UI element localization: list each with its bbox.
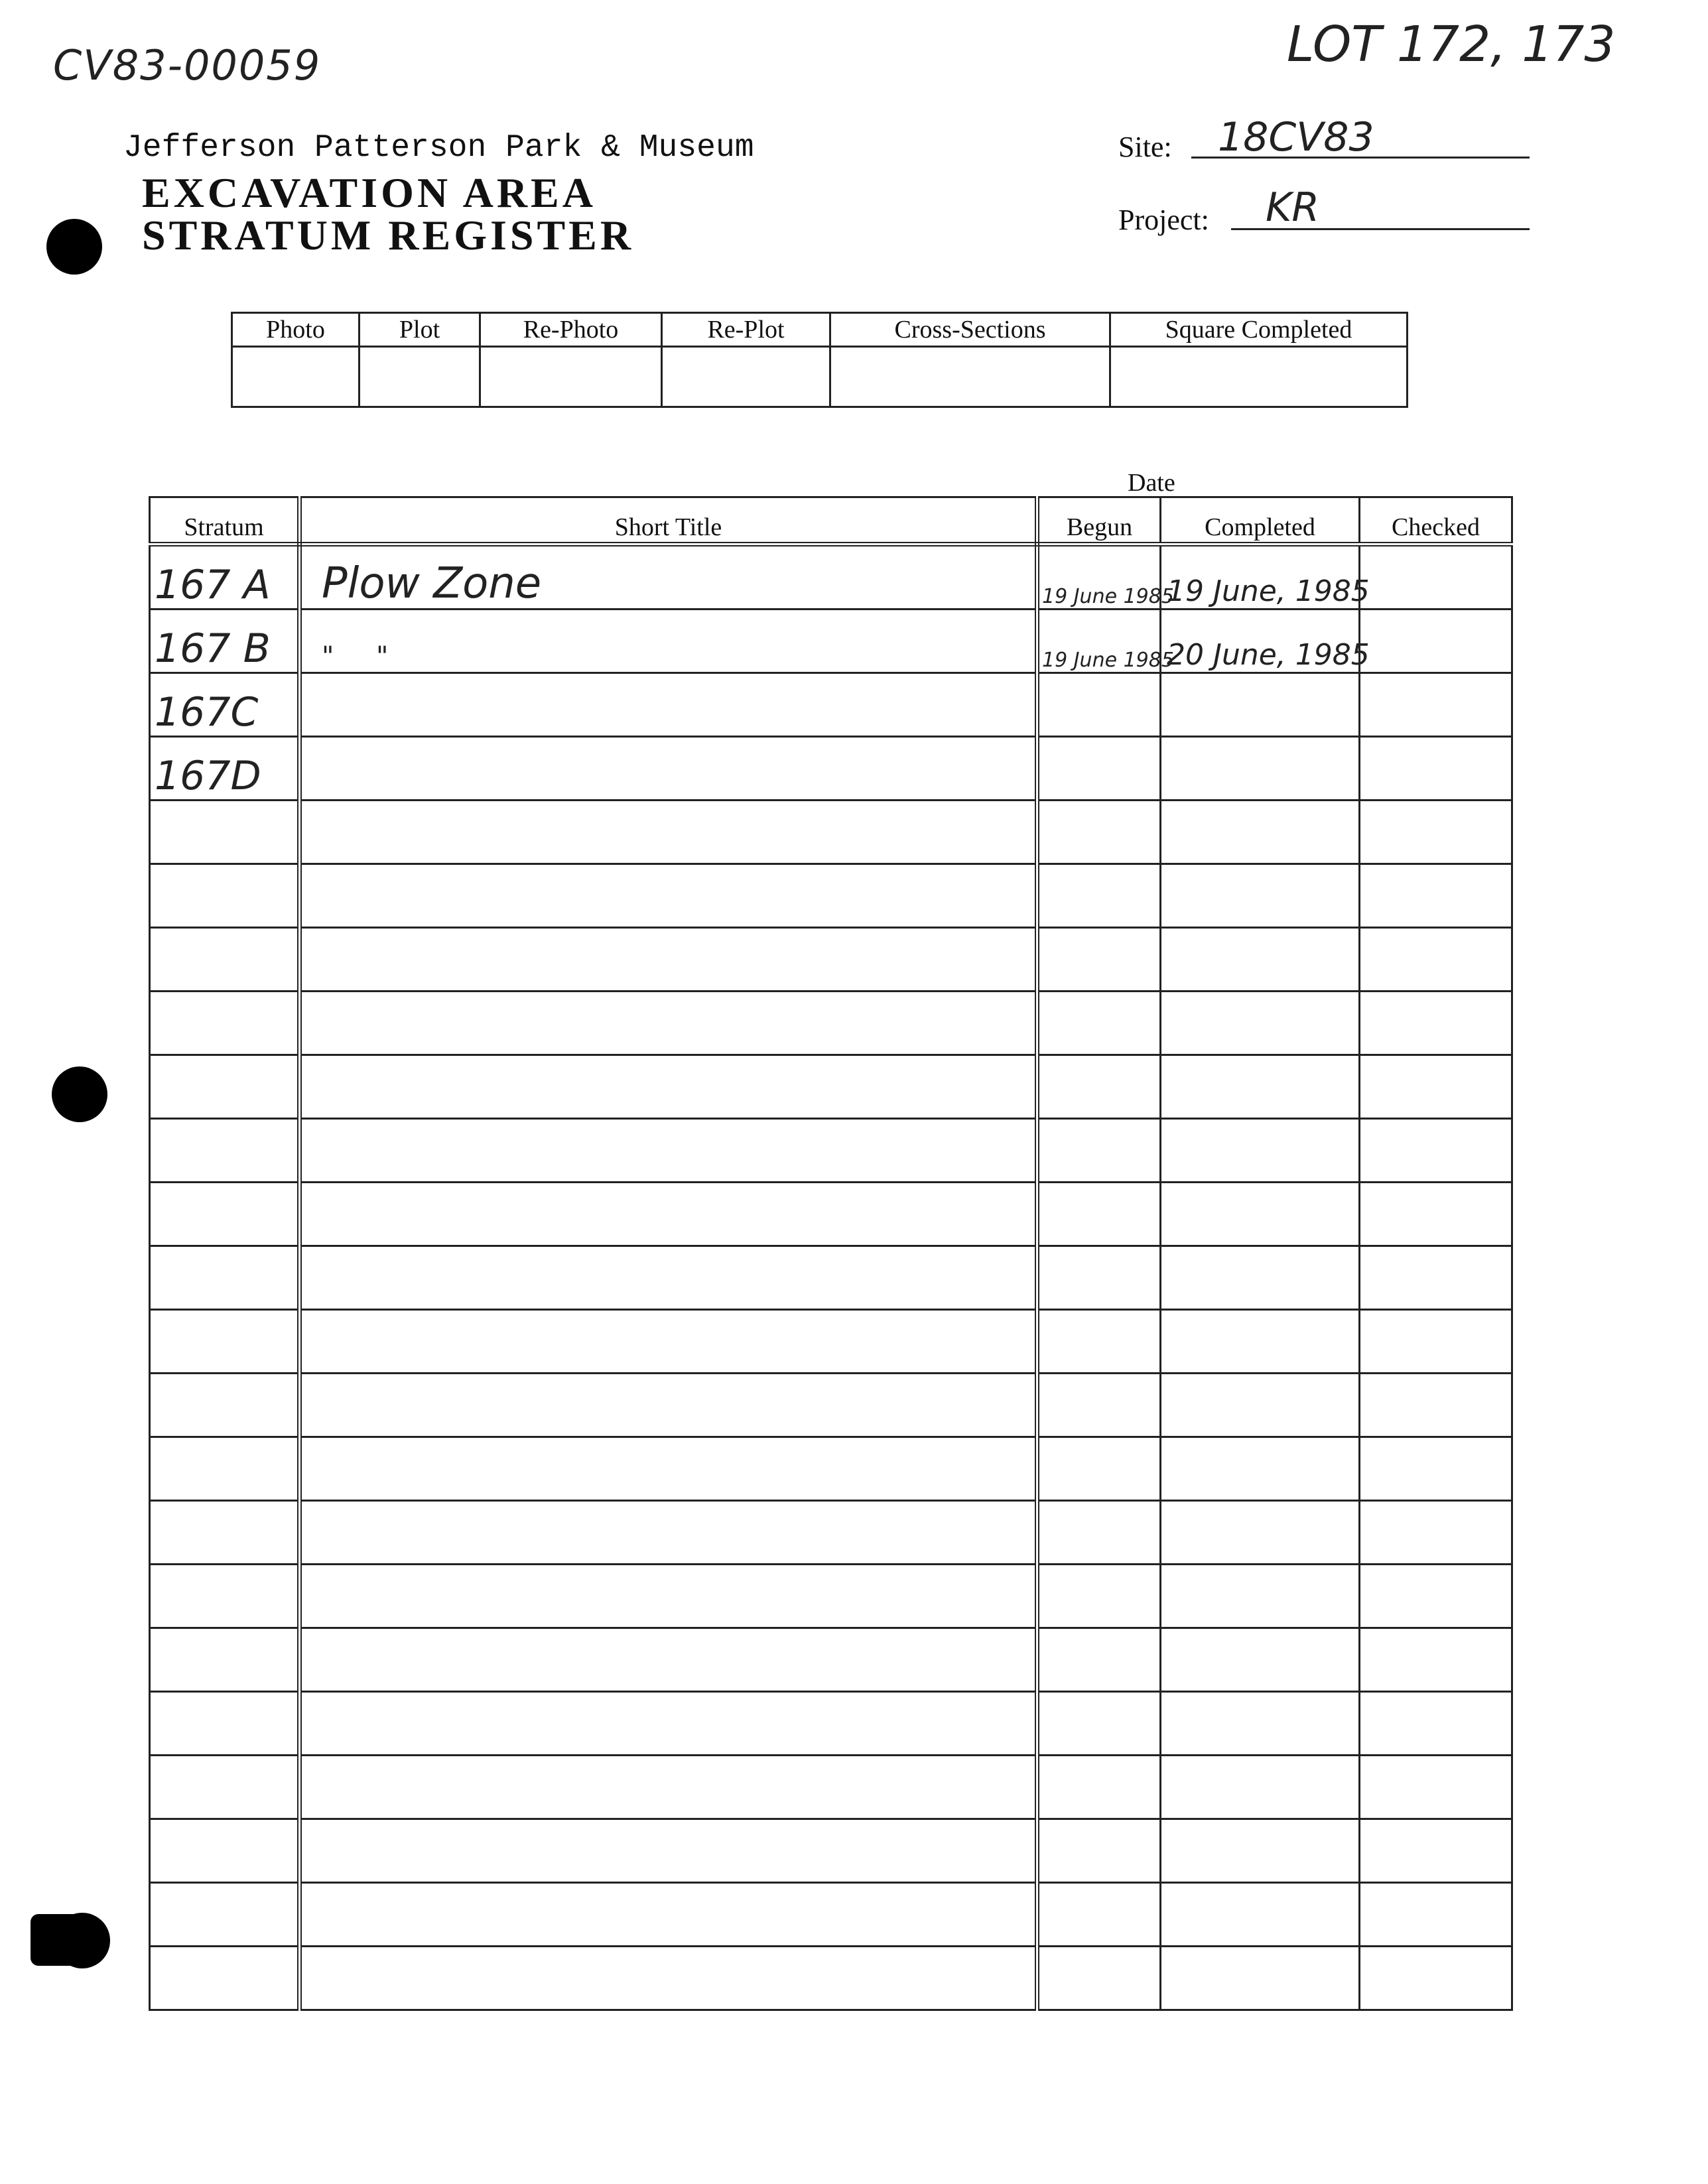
table-row <box>150 673 1512 737</box>
short-title-cell[interactable] <box>300 1183 1037 1246</box>
completed-date-cell[interactable] <box>1161 1437 1360 1501</box>
table-row <box>150 1628 1512 1692</box>
table-row <box>150 1246 1512 1310</box>
stratum-cell[interactable] <box>150 1055 300 1119</box>
completed-date-cell[interactable] <box>1161 1310 1360 1374</box>
stratum-cell[interactable]: 167D <box>150 737 300 801</box>
checked-cell[interactable] <box>1360 1501 1512 1565</box>
column-header-checked: Checked <box>1360 497 1512 545</box>
completed-date-cell[interactable] <box>1161 801 1360 864</box>
stratum-cell[interactable] <box>150 1628 300 1692</box>
table-row <box>150 1947 1512 2010</box>
status-cell-cross-sections[interactable] <box>830 347 1110 407</box>
stratum-cell[interactable] <box>150 992 300 1055</box>
completed-date-cell[interactable] <box>1161 992 1360 1055</box>
status-header-re-photo: Re-Photo <box>480 313 662 347</box>
checked-cell[interactable] <box>1360 1883 1512 1947</box>
status-cell-square-completed[interactable] <box>1110 347 1408 407</box>
short-title-cell[interactable] <box>300 1628 1037 1692</box>
table-row <box>150 928 1512 992</box>
begun-date-cell[interactable] <box>1037 1310 1161 1374</box>
checked-cell[interactable] <box>1360 1756 1512 1819</box>
completed-date-cell[interactable] <box>1161 1374 1360 1437</box>
column-header-completed: Completed <box>1161 497 1360 545</box>
short-title-cell[interactable] <box>300 992 1037 1055</box>
short-title-cell[interactable] <box>300 1374 1037 1437</box>
short-title-cell[interactable]: " " <box>300 610 1037 673</box>
table-row <box>150 992 1512 1055</box>
begun-date-cell[interactable] <box>1037 928 1161 992</box>
punch-hole <box>54 1913 110 1968</box>
stratum-register-table <box>149 496 1513 2011</box>
completed-date-cell[interactable] <box>1161 1119 1360 1183</box>
stratum-cell[interactable] <box>150 1756 300 1819</box>
checked-cell[interactable] <box>1360 928 1512 992</box>
checked-cell[interactable] <box>1360 737 1512 801</box>
completed-date-cell[interactable] <box>1161 1055 1360 1119</box>
completed-date-cell[interactable] <box>1161 1246 1360 1310</box>
form-title-line-1: EXCAVATION AREA <box>142 169 596 216</box>
table-row <box>150 1437 1512 1501</box>
completed-date-cell[interactable] <box>1161 673 1360 737</box>
file-code-annotation: CV83-00059 <box>53 41 322 90</box>
completed-date-cell[interactable] <box>1161 1883 1360 1947</box>
checked-cell[interactable] <box>1360 1374 1512 1437</box>
table-row <box>150 864 1512 928</box>
short-title-cell[interactable] <box>300 1437 1037 1501</box>
checked-cell[interactable] <box>1360 1183 1512 1246</box>
table-row <box>150 1501 1512 1565</box>
short-title-cell[interactable] <box>300 1692 1037 1756</box>
checked-cell[interactable] <box>1360 673 1512 737</box>
begun-date-cell[interactable] <box>1037 1565 1161 1628</box>
status-cell-plot[interactable] <box>360 347 480 407</box>
stratum-cell[interactable] <box>150 801 300 864</box>
table-row <box>150 1374 1512 1437</box>
begun-date-cell[interactable] <box>1037 801 1161 864</box>
register-header-row <box>150 497 1512 545</box>
status-header-photo: Photo <box>232 313 360 347</box>
short-title-cell[interactable] <box>300 1119 1037 1183</box>
completed-date-cell[interactable] <box>1161 864 1360 928</box>
site-value: 18CV83 <box>1218 114 1374 161</box>
project-value: KR <box>1266 184 1320 231</box>
punch-hole <box>46 219 102 275</box>
table-row <box>150 1055 1512 1119</box>
begun-date-cell[interactable] <box>1037 1246 1161 1310</box>
short-title-cell[interactable] <box>300 1883 1037 1947</box>
stratum-cell[interactable] <box>150 928 300 992</box>
stratum-cell[interactable] <box>150 1565 300 1628</box>
begun-date-cell[interactable] <box>1037 1183 1161 1246</box>
short-title-cell[interactable] <box>300 864 1037 928</box>
status-header-square-completed: Square Completed <box>1110 313 1408 347</box>
table-row <box>150 1565 1512 1628</box>
form-title-line-2: STRATUM REGISTER <box>142 212 635 259</box>
stratum-cell[interactable] <box>150 1374 300 1437</box>
stratum-cell[interactable] <box>150 1692 300 1756</box>
short-title-cell[interactable] <box>300 1055 1037 1119</box>
begun-date-cell[interactable] <box>1037 1756 1161 1819</box>
stratum-cell[interactable]: 167C <box>150 673 300 737</box>
table-row <box>150 1119 1512 1183</box>
short-title-cell[interactable] <box>300 1565 1037 1628</box>
checked-cell[interactable] <box>1360 1310 1512 1374</box>
column-header-stratum: Stratum <box>150 497 300 545</box>
begun-date-cell[interactable] <box>1037 673 1161 737</box>
short-title-cell[interactable] <box>300 1819 1037 1883</box>
stratum-cell[interactable] <box>150 1437 300 1501</box>
checked-cell[interactable] <box>1360 1628 1512 1692</box>
column-header-begun: Begun <box>1037 497 1161 545</box>
table-row <box>150 1692 1512 1756</box>
completed-date-cell[interactable] <box>1161 1565 1360 1628</box>
begun-date-cell[interactable] <box>1037 1628 1161 1692</box>
stratum-cell[interactable] <box>150 1883 300 1947</box>
checked-cell[interactable] <box>1360 1055 1512 1119</box>
short-title-cell[interactable] <box>300 737 1037 801</box>
column-header-short-title: Short Title <box>300 497 1037 545</box>
checked-cell[interactable] <box>1360 864 1512 928</box>
site-label: Site: <box>1118 131 1172 163</box>
date-group-label: Date <box>1128 469 1175 497</box>
begun-date-cell[interactable] <box>1037 1692 1161 1756</box>
stratum-cell[interactable]: 167 B <box>150 610 300 673</box>
status-header-plot: Plot <box>360 313 480 347</box>
status-header-cross-sections: Cross-Sections <box>830 313 1110 347</box>
checked-cell[interactable] <box>1360 1437 1512 1501</box>
table-row <box>150 1756 1512 1819</box>
short-title-cell[interactable] <box>300 801 1037 864</box>
checked-cell[interactable] <box>1360 1947 1512 2010</box>
completed-date-cell[interactable] <box>1161 1947 1360 2010</box>
short-title-cell[interactable]: Plow Zone <box>300 545 1037 610</box>
begun-date-cell[interactable] <box>1037 1374 1161 1437</box>
completed-date-cell[interactable]: 19 June, 1985 <box>1161 545 1360 610</box>
completed-date-cell[interactable] <box>1161 1501 1360 1565</box>
short-title-cell[interactable] <box>300 1310 1037 1374</box>
table-row <box>150 737 1512 801</box>
completed-date-cell[interactable] <box>1161 928 1360 992</box>
begun-date-cell[interactable] <box>1037 1437 1161 1501</box>
completed-date-cell[interactable] <box>1161 737 1360 801</box>
institution-name: Jefferson Patterson Park & Museum <box>123 130 754 166</box>
punch-hole <box>52 1066 107 1122</box>
checked-cell[interactable] <box>1360 545 1512 610</box>
begun-date-cell[interactable] <box>1037 1055 1161 1119</box>
begun-date-cell[interactable] <box>1037 992 1161 1055</box>
short-title-cell[interactable] <box>300 928 1037 992</box>
table-row <box>150 1183 1512 1246</box>
short-title-cell[interactable] <box>300 1246 1037 1310</box>
completed-date-cell[interactable] <box>1161 1183 1360 1246</box>
checked-cell[interactable] <box>1360 1692 1512 1756</box>
begun-date-cell[interactable] <box>1037 737 1161 801</box>
short-title-cell[interactable] <box>300 1947 1037 2010</box>
begun-date-cell[interactable] <box>1037 864 1161 928</box>
stratum-cell[interactable] <box>150 1119 300 1183</box>
stratum-cell[interactable] <box>150 1947 300 2010</box>
table-row <box>150 610 1512 673</box>
stratum-cell[interactable] <box>150 1501 300 1565</box>
checked-cell[interactable] <box>1360 992 1512 1055</box>
table-row <box>150 1310 1512 1374</box>
begun-date-cell[interactable] <box>1037 1883 1161 1947</box>
short-title-cell[interactable] <box>300 1501 1037 1565</box>
lot-number-annotation: LOT 172, 173 <box>1287 16 1616 73</box>
stratum-cell[interactable] <box>150 1246 300 1310</box>
project-label: Project: <box>1118 204 1209 236</box>
stratum-cell[interactable] <box>150 1310 300 1374</box>
begun-date-cell[interactable]: 19 June 1985 <box>1037 545 1161 610</box>
stratum-cell[interactable] <box>150 864 300 928</box>
begun-date-cell[interactable] <box>1037 1947 1161 2010</box>
begun-date-cell[interactable] <box>1037 1119 1161 1183</box>
checked-cell[interactable] <box>1360 1819 1512 1883</box>
checked-cell[interactable] <box>1360 801 1512 864</box>
checked-cell[interactable] <box>1360 1246 1512 1310</box>
begun-date-cell[interactable]: 19 June 1985 <box>1037 610 1161 673</box>
table-row <box>150 1883 1512 1947</box>
completed-date-cell[interactable] <box>1161 1692 1360 1756</box>
table-row <box>150 801 1512 864</box>
status-cell-re-photo[interactable] <box>480 347 662 407</box>
checked-cell[interactable] <box>1360 1119 1512 1183</box>
completed-date-cell[interactable] <box>1161 1756 1360 1819</box>
short-title-cell[interactable] <box>300 673 1037 737</box>
status-header-re-plot: Re-Plot <box>662 313 830 347</box>
completed-date-cell[interactable] <box>1161 1819 1360 1883</box>
table-row <box>150 545 1512 610</box>
completed-date-cell[interactable] <box>1161 1628 1360 1692</box>
status-cell-photo[interactable] <box>232 347 360 407</box>
completed-date-cell[interactable]: 20 June, 1985 <box>1161 610 1360 673</box>
stratum-cell[interactable] <box>150 1183 300 1246</box>
begun-date-cell[interactable] <box>1037 1501 1161 1565</box>
begun-date-cell[interactable] <box>1037 1819 1161 1883</box>
status-table <box>231 312 1408 408</box>
table-row <box>150 1819 1512 1883</box>
checked-cell[interactable] <box>1360 1565 1512 1628</box>
checked-cell[interactable] <box>1360 610 1512 673</box>
stratum-cell[interactable] <box>150 1819 300 1883</box>
short-title-cell[interactable] <box>300 1756 1037 1819</box>
status-cell-re-plot[interactable] <box>662 347 830 407</box>
stratum-cell[interactable]: 167 A <box>150 545 300 610</box>
